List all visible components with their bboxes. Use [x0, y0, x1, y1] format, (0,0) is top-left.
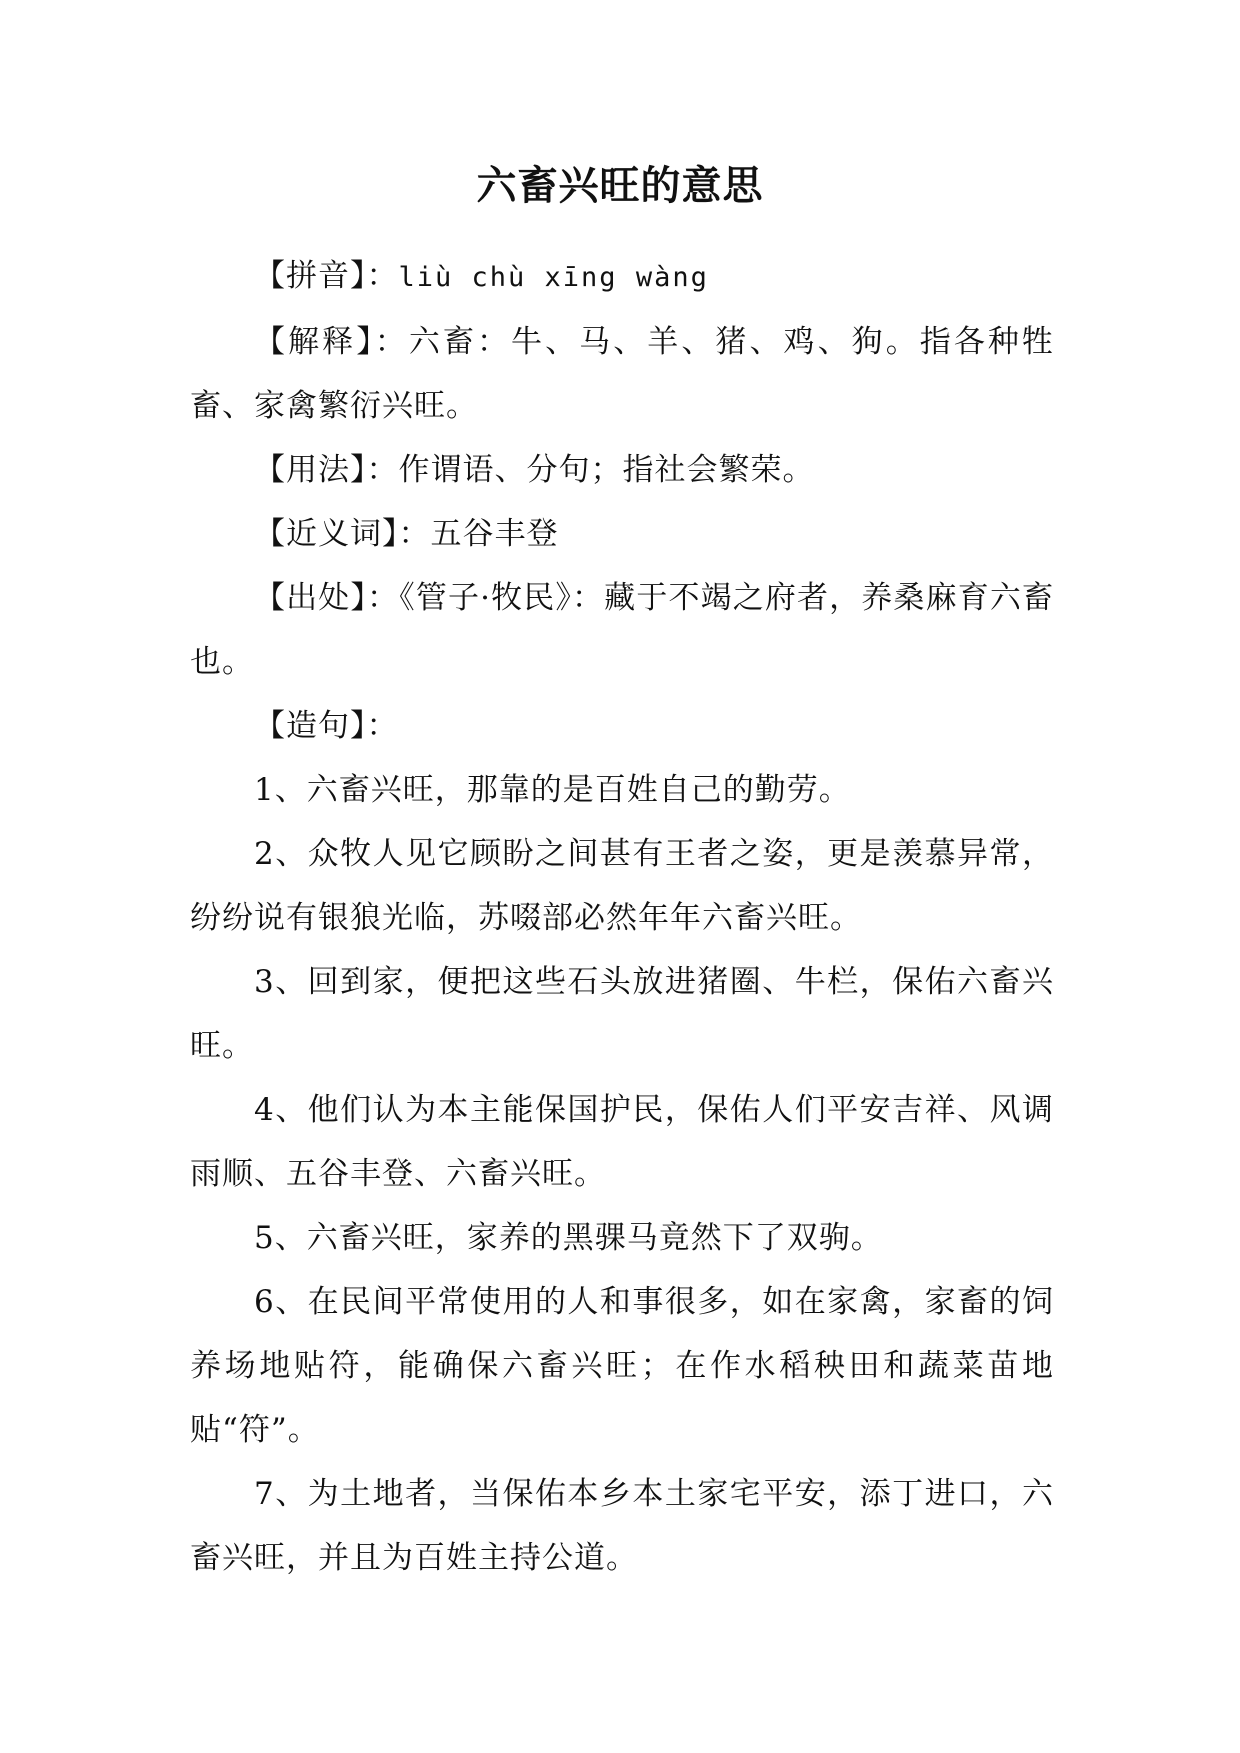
- synonym-paragraph: 【近义词】：五谷丰登: [254, 516, 559, 552]
- example-sentence-2: 2、众牧人见它顾盼之间甚有王者之姿，更是羡慕异常，纷纷说有银狼光临，苏啜部必然年年六畜兴旺。: [190, 836, 1054, 936]
- example-sentence-5: 5、六畜兴旺，家养的黑骒马竟然下了双驹。: [254, 1220, 883, 1256]
- examples-heading: 【造句】：: [254, 708, 399, 744]
- source-paragraph: 【出处】：《管子·牧民》：藏于不竭之府者，养桑麻育六畜也。: [190, 580, 1054, 680]
- example-sentence-4: 4、他们认为本主能保国护民，保佑人们平安吉祥、风调雨顺、五谷丰登、六畜兴旺。: [190, 1092, 1054, 1192]
- example-sentence-1: 1、六畜兴旺，那靠的是百姓自己的勤劳。: [254, 772, 851, 808]
- document-body: [190, 244, 1054, 1590]
- example-sentence-3: 3、回到家，便把这些石头放进猪圈、牛栏，保佑六畜兴旺。: [190, 964, 1054, 1064]
- pinyin-label: 【拼音】：: [254, 258, 399, 294]
- pinyin-value: liù chù xīng wàng: [398, 262, 709, 293]
- example-sentence-7: 7、为土地者，当保佑本乡本土家宅平安，添丁进口，六畜兴旺，并且为百姓主持公道。: [190, 1476, 1054, 1576]
- example-sentence-6: 6、在民间平常使用的人和事很多，如在家禽，家畜的饲养场地贴符，能确保六畜兴旺；在作水稻秧田和蔬菜苗地贴“符”。: [190, 1284, 1054, 1448]
- definition-paragraph: 【解释】：六畜：牛、马、羊、猪、鸡、狗。指各种牲畜、家禽繁衍兴旺。: [190, 324, 1054, 424]
- usage-paragraph: 【用法】：作谓语、分句；指社会繁荣。: [254, 452, 815, 488]
- page-title: 六畜兴旺的意思: [476, 163, 764, 209]
- pinyin-paragraph: [190, 244, 1054, 310]
